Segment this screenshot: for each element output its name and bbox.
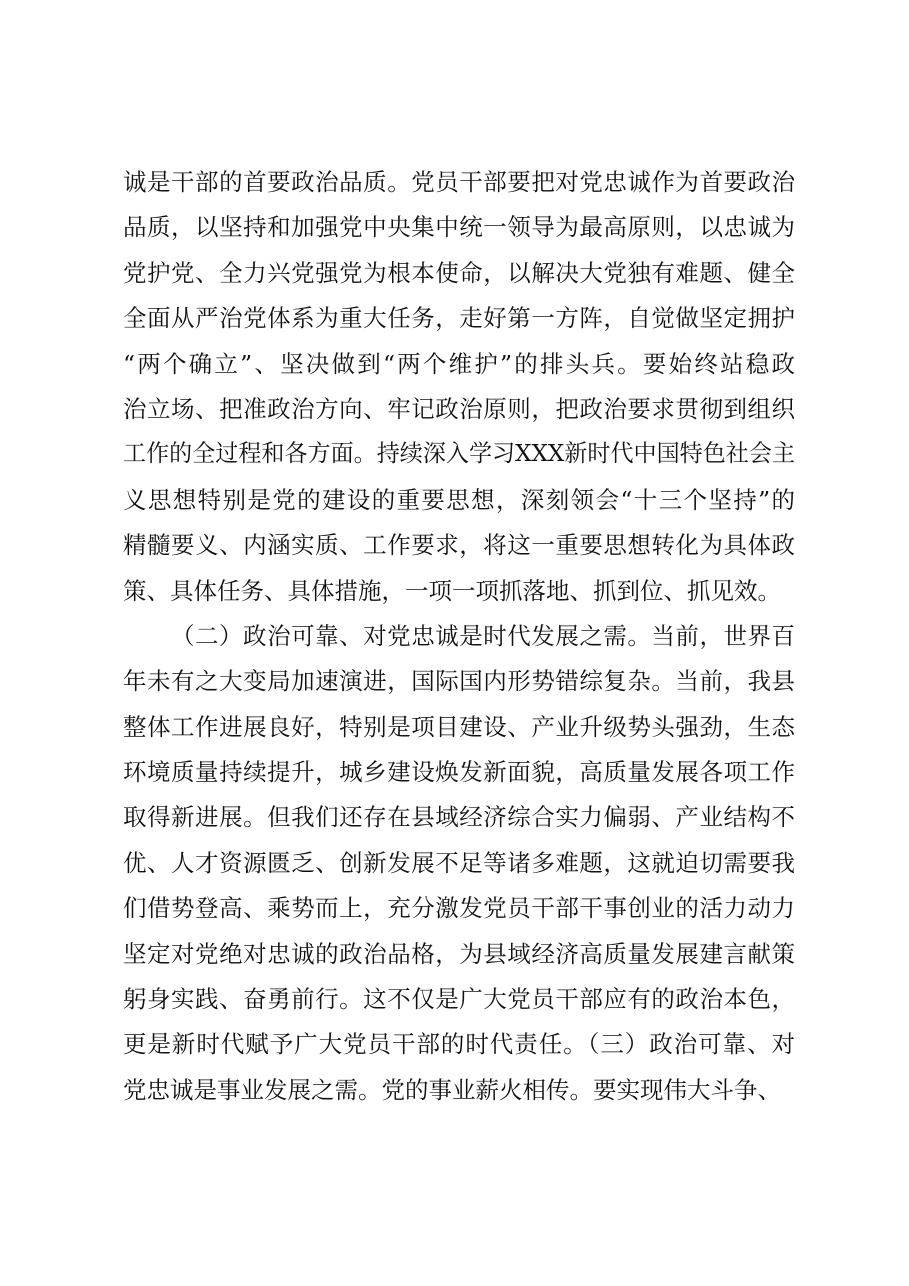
text-line: 们借势登高、乘势而上，充分激发党员干部干事创业的活力动力 bbox=[123, 894, 795, 923]
text-line: 整体工作进展良好，特别是项目建设、产业升级势头强劲，生态 bbox=[123, 712, 795, 741]
text-line: 躬身实践、奋勇前行。这不仅是广大党员干部应有的政治本色， bbox=[123, 985, 795, 1014]
text-line: 义思想特别是党的建设的重要思想，深刻领会“十三个坚持”的 bbox=[123, 485, 795, 514]
text-line: 策、具体任务、具体措施，一项一项抓落地、抓到位、抓见效。 bbox=[123, 576, 781, 605]
text-line: 全面从严治党体系为重大任务，走好第一方阵，自觉做坚定拥护 bbox=[123, 304, 795, 333]
section-heading-line: （二）政治可靠、对党忠诚是时代发展之需。当前，世界百 bbox=[171, 621, 795, 650]
text-line: 工作的全过程和各方面。持续深入学习XXX新时代中国特色社会主 bbox=[123, 441, 795, 468]
text-line: “两个确立”、坚决做到“两个维护”的排头兵。要始终站稳政 bbox=[123, 349, 795, 378]
text-line: 优、人才资源匮乏、创新发展不足等诸多难题，这就迫切需要我 bbox=[123, 848, 795, 877]
text-line: 更是新时代赋予广大党员干部的时代责任。（三）政治可靠、对 bbox=[123, 1030, 795, 1059]
body-text bbox=[123, 160, 795, 1113]
text-line: 党护党、全力兴党强党为根本使命，以解决大党独有难题、健全 bbox=[123, 258, 795, 287]
text-line: 环境质量持续提升，城乡建设焕发新面貌，高质量发展各项工作 bbox=[123, 758, 795, 787]
text-line: 诚是干部的首要政治品质。党员干部要把对党忠诚作为首要政治 bbox=[123, 168, 795, 196]
text-line: 坚定对党绝对忠诚的政治品格，为县域经济高质量发展建言献策 bbox=[123, 939, 795, 968]
text-line: 治立场、把准政治方向、牢记政治原则，把政治要求贯彻到组织 bbox=[123, 394, 795, 423]
text-line: 取得新进展。但我们还存在县域经济综合实力偏弱、产业结构不 bbox=[123, 803, 795, 832]
text-line: 精髓要义、内涵实质、工作要求，将这一重要思想转化为具体政 bbox=[123, 531, 795, 560]
text-line: 年未有之大变局加速演进，国际国内形势错综复杂。当前，我县 bbox=[123, 667, 795, 696]
text-line: 品质，以坚持和加强党中央集中统一领导为最高原则，以忠诚为 bbox=[123, 213, 795, 242]
text-line: 党忠诚是事业发展之需。党的事业薪火相传。要实现伟大斗争、 bbox=[123, 1075, 781, 1104]
